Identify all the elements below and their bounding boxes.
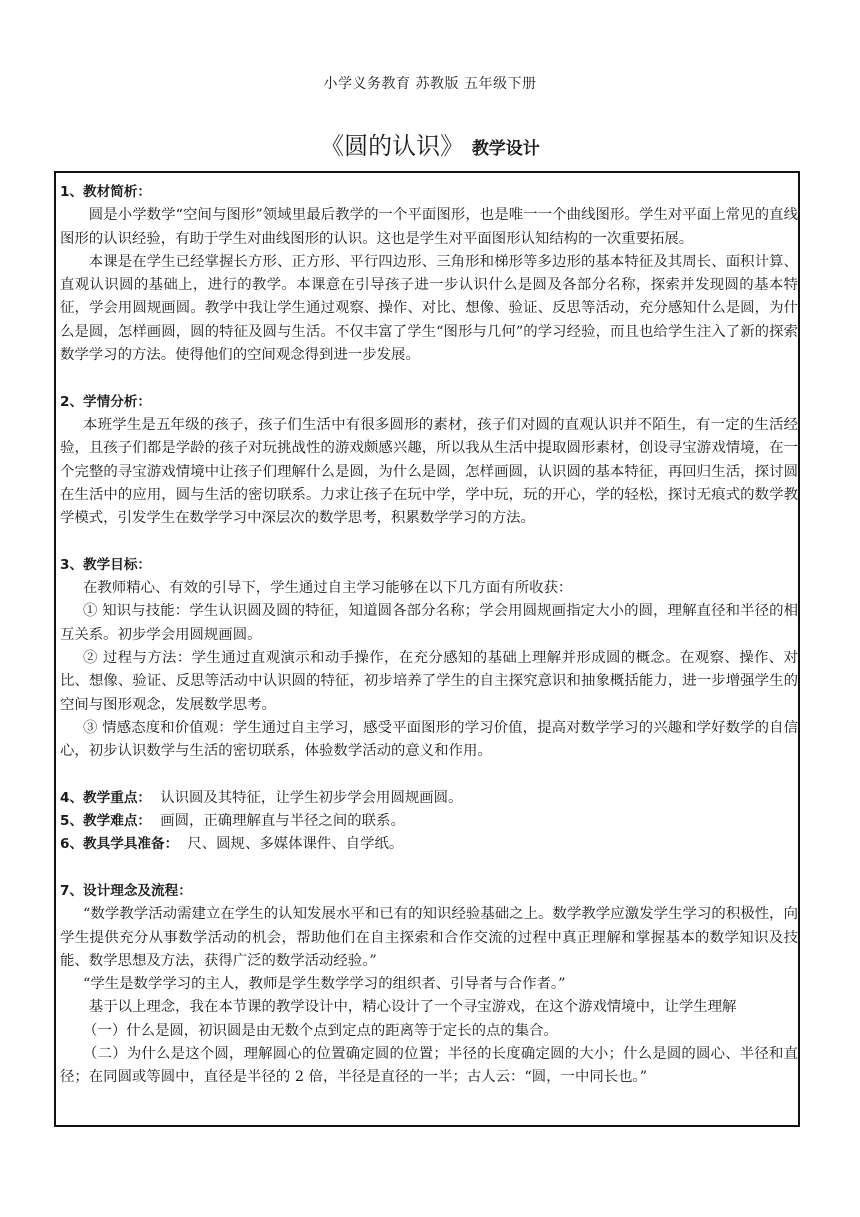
section-7-paragraph-2: （一）什么是圆，初识圆是由无数个点到定点的距离等于定长的点的集合。 [83,1022,558,1039]
section-5-value: 画圆，正确理解直与半径之间的联系。 [160,813,405,830]
section-3-goal-3: ③ 情感态度和价值观：学生通过自主学习，感受平面图形的学习价值，提高对数学学习的兴趣和学好数学的自信心，初步认识数学与生活的密切联系，体验数学活动的意义和作用。 [60,719,798,760]
section-7-heading: 7、设计理念及流程： [60,882,192,899]
section-3-heading: 3、教学目标： [60,556,152,573]
section-5-label: 5、教学难点： [60,813,152,830]
spacer [60,857,798,880]
section-4-label: 4、教学重点： [60,789,152,806]
section-4-row [60,787,798,810]
title-main: 《圆的认识》 [320,132,465,160]
spacer [60,763,798,786]
section-5-row [60,810,798,833]
section-6-row [60,833,798,856]
section-1-heading: 1、教材简析： [60,184,152,200]
section-3-intro: 在教师精心、有效的引导下，学生通过自主学习能够在以下几方面有所收获： [83,580,573,597]
section-3-goal-2: ② 过程与方法：学生通过直观演示和动手操作，在充分感知的基础上理解并形成圆的概念。在观察、操作、对比、想像、验证、反思等活动中认识圆的特征，初步培养了学生的自主探究意识和抽象概括能力，进一步增强学生的空间与图形观念，发展数学思考。 [60,649,798,713]
section-1-paragraph-1: 圆是小学数学“空间与图形”领域里最后教学的一个平面图形，也是唯一一个曲线图形。学生对平面上常见的直线图形的认识经验，有助于学生对曲线图形的认识。这也是学生对平面图形认知结构的一次重要拓展。 [60,207,798,247]
spacer [60,530,798,553]
title-sub: 教学设计 [471,139,540,159]
section-2-paragraph: 本班学生是五年级的孩子，孩子们生活中有很多圆形的素材，孩子们对圆的直观认识并不陌生，有一定的生活经验，且孩子们都是学龄的孩子对玩挑战性的游戏颇感兴趣，所以我从生活中提取圆形素材，创设寻宝游戏情境，在一个完整的寻宝游戏情境中让孩子们理解什么是圆，为什么是圆，怎样画圆，认识圆的基本特征，再回归生活，探讨圆在生活中的应用，圆与生活的密切联系。力求让孩子在玩中学，学中玩，玩的开心，学的轻松，探讨无痕式的数学教学模式，引发学生在数学学习中深层次的数学思考，积累数学学习的方法。 [60,416,798,527]
section-7-paragraph-1: 基于以上理念，我在本节课的教学设计中，精心设计了一个寻宝游戏，在这个游戏情境中，让学生理解 [88,999,737,1016]
section-1-paragraph-2: 本课是在学生已经掌握长方形、正方形、平行四边形、三角形和梯形等多边形的基本特征及其周长、面积计算、直观认识圆的基础上，进行的教学。本课意在引导孩子进一步认识什么是圆及各部分名称，探索并发现圆的基本特征，学会用圆规画圆。教学中我让学生通过观察、操作、对比、想像、验证、反思等活动，充分感知什么是圆，为什么是圆，怎样画圆，圆的特征及圆与生活。不仅丰富了学生“图形与几何”的学习经验，而且也给学生注入了新的探索数学学习的方法。使得他们的空间观念得到进一步发展。 [60,253,798,364]
spacer [60,367,798,390]
section-6-label: 6、教具学具准备： [60,836,179,853]
content-body [60,181,798,1090]
section-3-goal-1: ① 知识与技能：学生认识圆及圆的特征，知道圆各部分名称；学会用圆规画指定大小的圆，理解直径和半径的相互关系。初步学会用圆规画圆。 [60,603,798,643]
section-6-value: 尺、圆规、多媒体课件、自学纸。 [187,836,404,853]
section-4-value: 认识圆及其特征，让学生初步学会用圆规画圆。 [160,789,463,806]
section-7-quote-1: “数学教学活动需建立在学生的认知发展水平和已有的知识经验基础之上。数学教学应激发学生学习的积极性，向学生提供充分从事数学活动的机会，帮助他们在自主探索和合作交流的过程中真正理解和掌握基本的数学知识及技能、数学思想及方法，获得广泛的数学活动经验。” [60,906,798,969]
section-7-quote-2: “学生是数学学习的主人，教师是学生数学学习的组织者、引导者与合作者。” [83,976,566,993]
section-7-paragraph-3: （二）为什么是这个圆，理解圆心的位置确定圆的位置；半径的长度确定圆的大小；什么是圆的圆心、半径和直径；在同圆或等圆中，直径是半径的 2 倍，半径是直径的一半；古人云：“圆，一中同长也。” [60,1045,798,1086]
document-title [0,126,860,161]
section-2-heading: 2、学情分析： [60,393,152,410]
document-header: 小学义务教育 苏教版 五年级下册 [323,76,537,92]
